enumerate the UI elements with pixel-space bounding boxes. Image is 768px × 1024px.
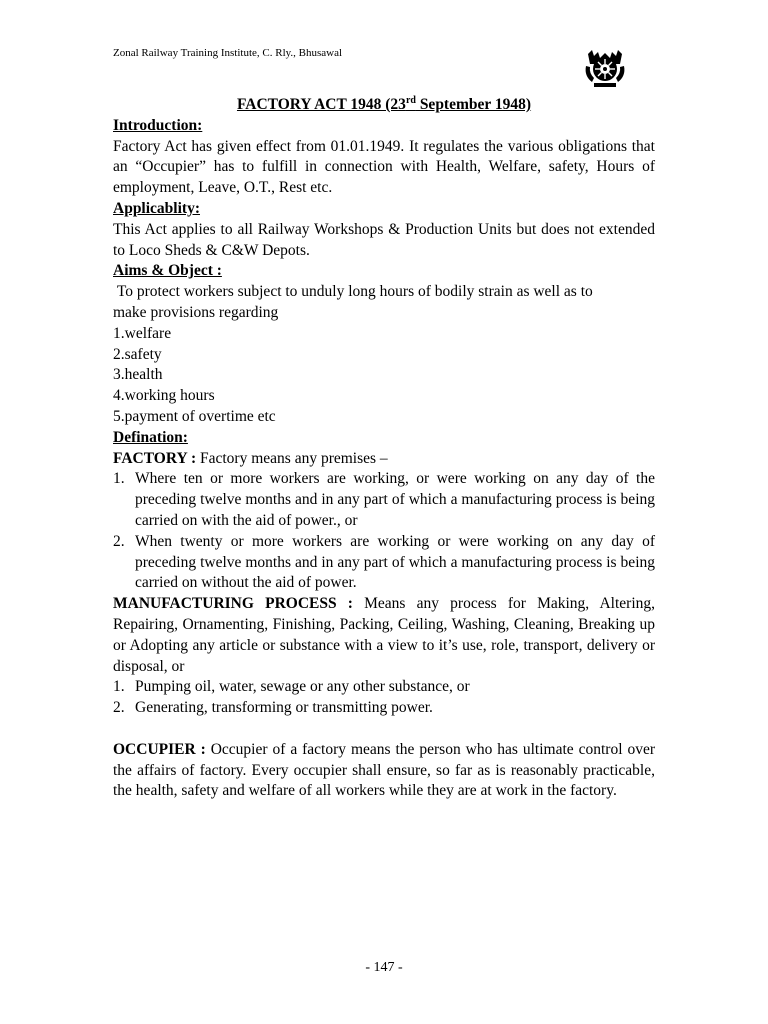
introduction-text: Factory Act has given effect from 01.01.1949. It regulates the various obligations that an “Occupier” has to fulfill in connection with Health, Welfare, safety, Hours of employment, Leave, O.T., Rest etc. bbox=[113, 137, 655, 197]
aims-item: 1.welfare bbox=[113, 324, 172, 342]
occupier-definition bbox=[113, 740, 655, 802]
aims-heading: Aims & Object : bbox=[113, 262, 222, 280]
document-body bbox=[113, 95, 655, 802]
aims-item: 3.health bbox=[113, 366, 163, 384]
introduction-heading: Introduction: bbox=[113, 116, 203, 134]
factory-list-item: 2. When twenty or more workers are working or were working on any day of preceding twelve months and in any part of which a manufacturing process is being carried on without the aid of power. bbox=[113, 532, 655, 592]
page-number: - 147 - bbox=[365, 960, 403, 975]
factory-text: Factory means any premises – bbox=[196, 449, 388, 467]
manufacturing-list-item: 2. Generating, transforming or transmitting power. bbox=[113, 699, 433, 717]
railway-emblem-logo bbox=[580, 40, 630, 90]
manufacturing-process-text: Means any process for Making, Altering, Repairing, Ornamenting, Finishing, Packing, Ceiling, Washing, Cleaning, Breaking up or Adopting any article or substance with a view to it’s use, role, transport, delivery or disposal, or bbox=[113, 595, 656, 675]
applicability-heading: Applicablity: bbox=[113, 199, 200, 217]
factory-definition bbox=[113, 449, 655, 470]
manufacturing-list-item: 1. Pumping oil, water, sewage or any other substance, or bbox=[113, 678, 470, 696]
applicability-text: This Act applies to all Railway Workshops & Production Units but does not extended to Loco Sheds & C&W Depots. bbox=[113, 220, 655, 259]
aims-text: To protect workers subject to unduly long hours of bodily strain as well as to make provisions regarding bbox=[113, 283, 597, 321]
document-title: FACTORY ACT 1948 (23rd September 1948) bbox=[236, 94, 532, 113]
manufacturing-process-definition bbox=[113, 594, 655, 677]
aims-item: 5.payment of overtime etc bbox=[113, 407, 276, 425]
running-header: Zonal Railway Training Institute, C. Rly., Bhusawal bbox=[113, 47, 343, 59]
definition-heading: Defination: bbox=[113, 428, 188, 446]
factory-list-item: 1. Where ten or more workers are working, or were working on any day of the preceding twelve months and in any part of which a manufacturing process is being carried on with the aid of power., or bbox=[113, 470, 655, 529]
manufacturing-process-label: MANUFACTURING PROCESS : bbox=[113, 595, 353, 613]
factory-label: FACTORY : bbox=[113, 449, 197, 467]
aims-item: 2.safety bbox=[113, 345, 162, 363]
aims-item: 4.working hours bbox=[113, 387, 215, 405]
occupier-label: OCCUPIER : bbox=[113, 740, 206, 758]
occupier-text: Occupier of a factory means the person who has ultimate control over the affairs of factory. Every occupier shall ensure, so far as is reasonably practicable, the health, safety and welfare of all workers while they are at work in the factory. bbox=[113, 740, 655, 800]
